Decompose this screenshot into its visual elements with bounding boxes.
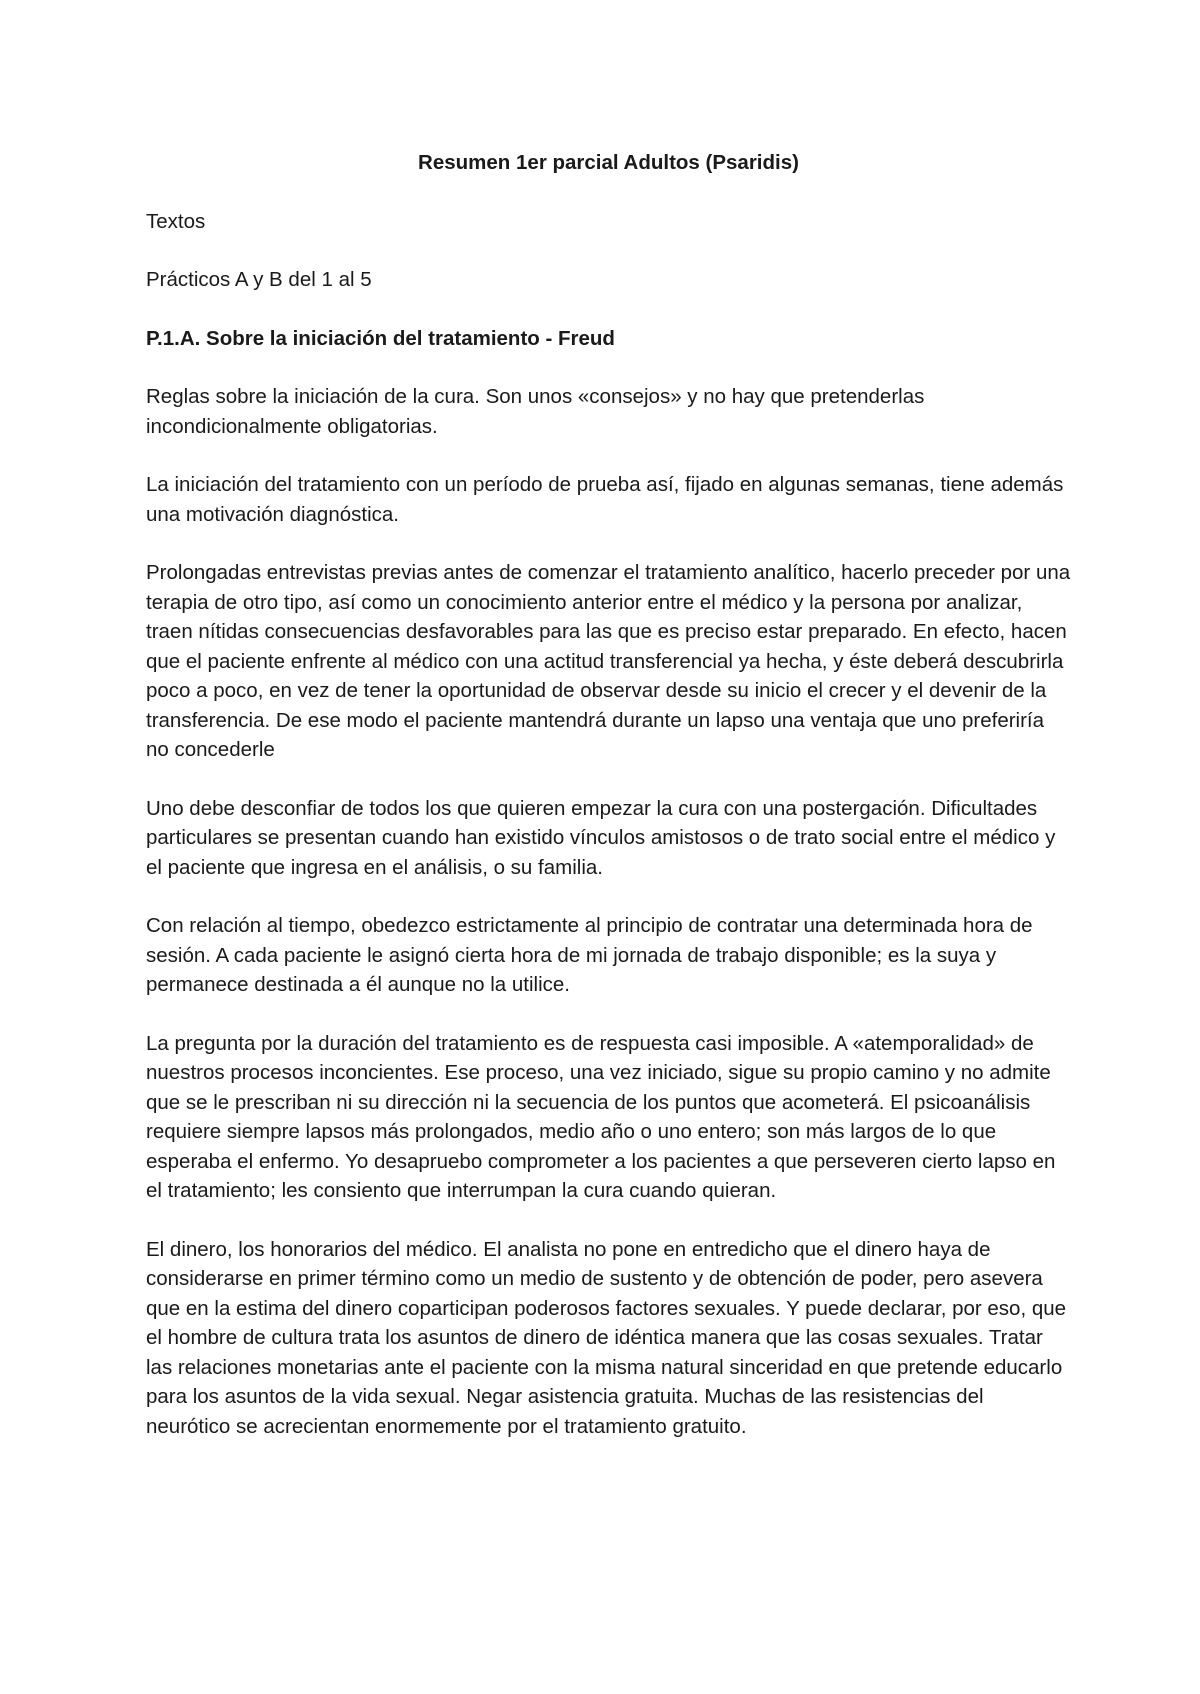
document-body: [146, 148, 1071, 1470]
textos-label: Textos: [146, 209, 206, 233]
paragraph-dinero: El dinero, los honorarios del médico. El analista no pone en entredicho que el dinero haya de considerarse en primer término como un medio de sustento y de obtención de poder, pero asevera que en la estima del dinero coparticipan poderosos factores sexuales. Y puede declarar, por eso, que el hombre de cultura trata los asuntos de dinero de idéntica manera que las cosas sexuales. Tratar las relaciones monetarias ante el paciente con la misma natural sinceridad en que pretende educarlo para los asuntos de la vida sexual. Negar asistencia gratuita. Muchas de las resistencias del neurótico se acrecientan enormemente por el tratamiento gratuito.: [146, 1237, 1067, 1438]
paragraph-reglas: Reglas sobre la iniciación de la cura. Son unos «consejos» y no hay que pretenderlas incondicionalmente obligatorias.: [146, 385, 925, 438]
document-title: Resumen 1er parcial Adultos (Psaridis): [418, 151, 799, 174]
paragraph-duracion: La pregunta por la duración del tratamiento es de respuesta casi imposible. A «atemporalidad» de nuestros procesos inconcientes. Ese proceso, una vez iniciado, sigue su propio camino y no admite que se le prescriban ni su dirección ni la secuencia de los puntos que acometerá. El psicoanálisis requiere siempre lapsos más prolongados, medio año o uno entero; son más largos de lo que esperaba el enfermo. Yo desapruebo comprometer a los pacientes a que perseveren cierto lapso en el tratamiento; les consiento que interrumpan la cura cuando quieran.: [146, 1031, 1056, 1202]
paragraph-tiempo: Con relación al tiempo, obedezco estrictamente al principio de contratar una determinada hora de sesión. A cada paciente le asignó cierta hora de mi jornada de trabajo disponible; es la suya y permanece destinada a él aunque no la utilice.: [146, 914, 1033, 996]
section-heading: P.1.A. Sobre la iniciación del tratamiento - Freud: [146, 326, 615, 350]
practicos-line: Prácticos A y B del 1 al 5: [146, 268, 372, 291]
paragraph-periodo-prueba: La iniciación del tratamiento con un período de prueba así, fijado en algunas semanas, tiene además una motivación diagnóstica.: [146, 473, 1064, 526]
paragraph-entrevistas-previas: Prolongadas entrevistas previas antes de comenzar el tratamiento analítico, hacerlo preceder por una terapia de otro tipo, así como un conocimiento anterior entre el médico y la persona por analizar, traen nítidas consecuencias desfavorables para las que es preciso estar preparado. En efecto, hacen que el paciente enfrente al médico con una actitud transferencial ya hecha, y éste deberá descubrirla poco a poco, en vez de tener la oportunidad de observar desde su inicio el crecer y el devenir de la transferencia. De ese modo el paciente mantendrá durante un lapso una ventaja que uno preferiría no concederle: [146, 561, 1071, 761]
paragraph-postergacion: Uno debe desconfiar de todos los que quieren empezar la cura con una postergación. Dificultades particulares se presentan cuando han existido vínculos amistosos o de trato social entre el médico y el paciente que ingresa en el análisis, o su familia.: [146, 796, 1056, 879]
